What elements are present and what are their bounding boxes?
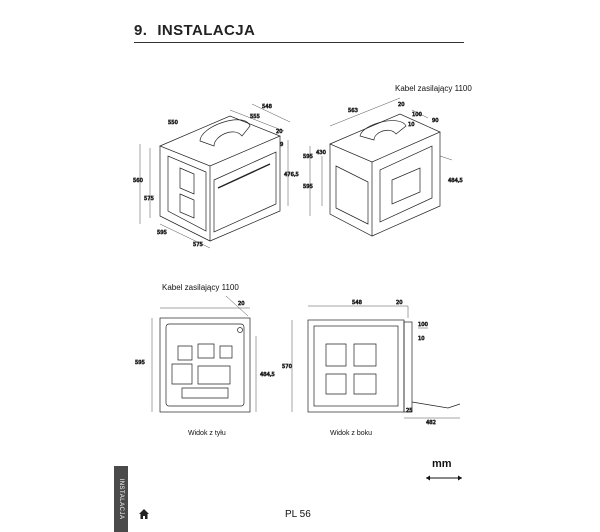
dim-text: 10: [418, 336, 425, 342]
oven-back-view-drawing: [130, 294, 290, 429]
dim-text: 548: [262, 104, 272, 110]
section-number: 9.: [134, 22, 148, 39]
dim-text: 550: [168, 120, 178, 126]
dim-text: 476,5: [284, 172, 299, 178]
dim-text: 90: [432, 118, 439, 124]
cable-label-back: Kabel zasilający 1100: [162, 283, 239, 292]
dim-text: 484,5: [260, 372, 275, 378]
dim-text: 575: [144, 196, 154, 202]
dim-text: 20: [238, 301, 245, 307]
header-rule: [134, 42, 464, 43]
dim-text: 575: [193, 242, 203, 248]
dim-text: 20: [396, 300, 403, 306]
dim-text: 100: [418, 322, 428, 328]
dim-text: 595: [135, 360, 145, 366]
dim-text: 100: [412, 112, 422, 118]
back-view-caption: Widok z tyłu: [188, 430, 226, 437]
dim-text: 20: [276, 129, 283, 135]
oven-rear-isometric-drawing: [300, 96, 465, 251]
units-label: mm: [432, 458, 452, 470]
side-tab-label: INSTALACJA: [118, 478, 124, 520]
dim-text: 595: [157, 230, 167, 236]
dim-text: 25: [406, 408, 413, 414]
oven-front-isometric-drawing: [130, 96, 305, 251]
dim-text: 563: [348, 108, 358, 114]
dim-text: 595: [303, 184, 313, 190]
section-side-tab: [114, 466, 128, 532]
dim-text: 555: [250, 114, 260, 120]
side-view-caption: Widok z boku: [330, 430, 373, 437]
dim-text: 560: [133, 178, 143, 184]
dim-text: 10: [408, 122, 415, 128]
section-heading: [134, 22, 255, 39]
dim-text: 595: [303, 154, 313, 160]
section-title: INSTALACJA: [157, 22, 256, 39]
dim-text: 20: [398, 102, 405, 108]
dim-text: 9: [280, 142, 284, 148]
cable-label-top: Kabel zasilający 1100: [395, 84, 472, 93]
dim-text: 548: [352, 300, 362, 306]
home-icon[interactable]: [138, 508, 150, 520]
units-arrow-icon: [424, 474, 464, 482]
oven-side-view-drawing: [278, 298, 478, 428]
dim-text: 484,5: [448, 178, 463, 184]
dim-text: 570: [282, 364, 292, 370]
page-number: PL 56: [285, 509, 311, 520]
dim-text: 482: [426, 420, 436, 426]
dim-text: 430: [316, 150, 326, 156]
